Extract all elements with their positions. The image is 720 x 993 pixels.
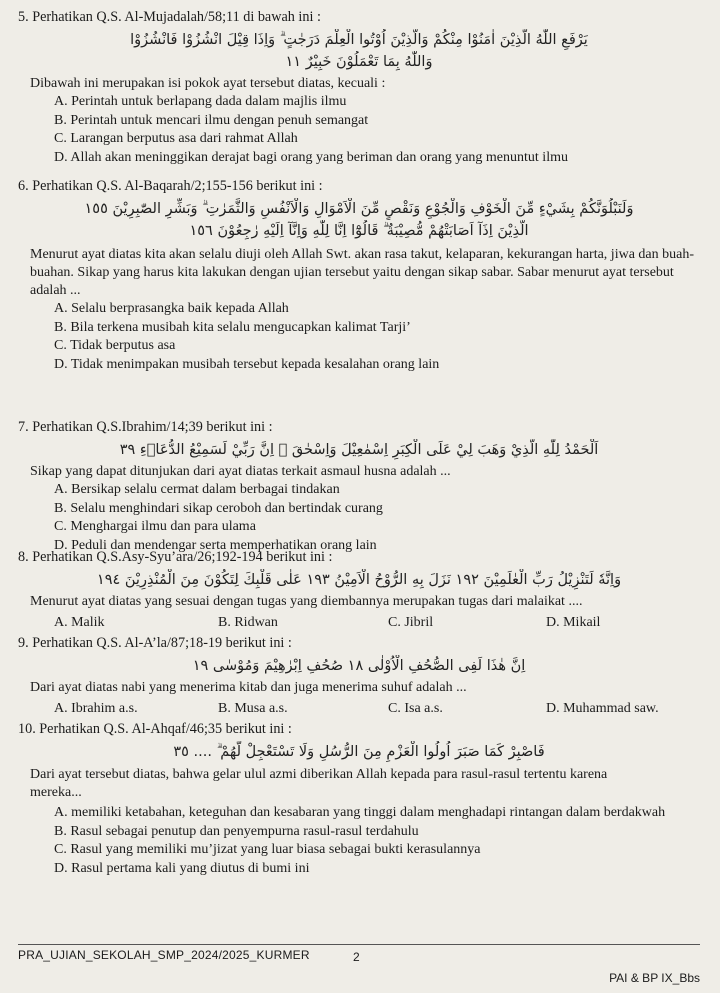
question-stem: 5. Perhatikan Q.S. Al-Mujadalah/58;11 di bawah ini : (18, 9, 321, 25)
arabic-verse-line: اِنَّ هٰذَا لَفِى الصُّحُفِ الْاُوْلٰى ١٨ صُحُفِ اِبْرٰهِيْمَ وَمُوْسٰى ١٩ (192, 658, 526, 674)
arabic-verse-line: اَلْحَمْدُ لِلّٰهِ الَّذِيْ وَهَبَ لِيْ عَلَى الْكِبَرِ اِسْمٰعِيْلَ وَاِسْحٰقَ ۗ اِنَّ رَبِّيْ لَسَمِيْعُ الدُّعَاۤءِ ٣٩ (119, 442, 599, 458)
question-stem: 6. Perhatikan Q.S. Al-Baqarah/2;155-156 berikut ini : (18, 178, 323, 194)
option-c: C. Tidak berputus asa (54, 338, 176, 354)
option-a: A. memiliki ketabahan, keteguhan dan kesabaran yang tinggi dalam menghadapi rintangan dalam berdakwah (54, 805, 666, 820)
question-stem: 8. Perhatikan Q.S.Asy-Syu’ara/26;192-194 berikut ini : (18, 549, 333, 565)
question-text: Menurut ayat diatas yang sesuai dengan tugas yang diembannya merupakan tugas dari malaikat .... (30, 594, 583, 609)
arabic-verse-line: يَرْفَعِ اللّٰهُ الَّذِيْنَ اٰمَنُوْا مِنْكُمْ وَالَّذِيْنَ اُوْتُوا الْعِلْمَ دَرَجٰتٍ ۗ وَاِذَا قِيْلَ انْشُزُوْا فَانْشُزُوْا (130, 32, 588, 48)
question-6 (18, 177, 700, 374)
question-5 (18, 8, 700, 167)
question-9 (18, 634, 700, 719)
question-7 (18, 418, 700, 555)
options-row (18, 699, 700, 719)
option-d: D. Rasul pertama kali yang diutus di bumi ini (54, 860, 310, 876)
option-a: A. Selalu berprasangka baik kepada Allah (54, 301, 289, 316)
option-c: C. Rasul yang memiliki mu’jizat yang luar biasa sebagai bukti kerasulannya (54, 842, 481, 858)
option-d: D. Allah akan meninggikan derajat bagi orang yang beriman dan orang yang menuntut ilmu (54, 149, 568, 165)
option-a: A. Perintah untuk berlapang dada dalam majlis ilmu (54, 94, 347, 109)
arabic-verse-line: فَاصْبِرْ كَمَا صَبَرَ اُولُوا الْعَزْمِ مِنَ الرُّسُلِ وَلَا تَسْتَعْجِلْ لَّهُمْ ۗ .... ٣٥ (173, 744, 545, 760)
option-d: D. Mikail (546, 615, 601, 630)
question-stem: 10. Perhatikan Q.S. Al-Ahqaf/46;35 berikut ini : (18, 721, 292, 737)
page-footer (18, 944, 700, 991)
question-stem: 7. Perhatikan Q.S.Ibrahim/14;39 berikut ini : (18, 419, 273, 435)
option-b: B. Ridwan (218, 615, 278, 630)
question-text: Dari ayat tersebut diatas, bahwa gelar ulul azmi diberikan Allah kepada para rasul-rasul tertentu karena mereka... (30, 767, 608, 800)
option-c: C. Isa a.s. (388, 701, 443, 716)
options-row (18, 613, 700, 633)
option-d: D. Tidak menimpakan musibah tersebut kepada kesalahan orang lain (54, 356, 440, 372)
option-b: B. Bila terkena musibah kita selalu mengucapkan kalimat Tarji’ (54, 319, 411, 335)
option-d: D. Peduli dan mendengar serta memperhatikan orang lain (54, 537, 377, 553)
option-b: B. Musa a.s. (218, 701, 288, 716)
arabic-verse-line: الَّذِيْنَ اِذَآ اَصَابَتْهُمْ مُّصِيْبَةٌ ۗ قَالُوْٓا اِنَّا لِلّٰهِ وَاِنَّآ اِلَيْهِ رٰجِعُوْنَ ١٥٦ (189, 223, 529, 239)
question-10 (18, 720, 700, 878)
question-text: Dibawah ini merupakan isi pokok ayat tersebut diatas, kecuali : (30, 76, 386, 91)
option-b: B. Perintah untuk mencari ilmu dengan penuh semangat (54, 112, 369, 128)
arabic-verse-line: وَاللّٰهُ بِمَا تَعْمَلُوْنَ خَبِيْرٌ ١١ (285, 54, 433, 70)
question-8 (18, 548, 700, 633)
option-b: B. Selalu menghindari sikap ceroboh dan bertindak curang (54, 500, 383, 516)
arabic-verse-line: وَاِنَّهٗ لَتَنْزِيْلُ رَبِّ الْعٰلَمِيْنَ ١٩٢ نَزَلَ بِهِ الرُّوْحُ الْاَمِيْنُ ١٩٣ عَلٰى قَلْبِكَ لِتَكُوْنَ مِنَ الْمُنْذِرِيْنَ ١٩٤ (96, 572, 622, 588)
question-stem: 9. Perhatikan Q.S. Al-A’la/87;18-19 berikut ini : (18, 635, 292, 651)
option-d: D. Muhammad saw. (546, 701, 659, 716)
question-text: Sikap yang dapat ditunjukan dari ayat diatas terkait asmaul husna adalah ... (30, 464, 451, 479)
option-a: A. Malik (54, 615, 105, 630)
page-number: 2 (353, 950, 360, 964)
option-c: C. Larangan berputus asa dari rahmat Allah (54, 131, 298, 147)
arabic-verse-line: وَلَنَبْلُوَنَّكُمْ بِشَيْءٍ مِّنَ الْخَوْفِ وَالْجُوْعِ وَنَقْصٍ مِّنَ الْاَمْوَالِ وَالْاَنْفُسِ وَالثَّمَرٰتِ ۗ وَبَشِّرِ الصّٰبِرِيْنَ ١٥٥ (84, 201, 634, 217)
question-text: Dari ayat diatas nabi yang menerima kitab dan juga menerima suhuf adalah ... (30, 680, 467, 695)
question-text: Menurut ayat diatas kita akan selalu diuji oleh Allah Swt. akan rasa takut, kelaparan, kekurangan harta, jiwa dan buah-buahan. Sikap yang harus kita lakukan dengan ujian tersebut yaitu dengan sikap sabar. Sabar menurut ayat tersebut adalah ... (30, 247, 694, 298)
footer-subject: PAI & BP IX_Bbs (609, 971, 700, 985)
footer-exam-code: PRA_UJIAN_SEKOLAH_SMP_2024/2025_KURMER (18, 948, 310, 962)
option-c: C. Menghargai ilmu dan para ulama (54, 519, 256, 535)
option-a: A. Ibrahim a.s. (54, 701, 138, 716)
option-b: B. Rasul sebagai penutup dan penyempurna rasul-rasul terdahulu (54, 823, 419, 839)
option-a: A. Bersikap selalu cermat dalam berbagai tindakan (54, 482, 340, 497)
option-c: C. Jibril (388, 615, 434, 630)
